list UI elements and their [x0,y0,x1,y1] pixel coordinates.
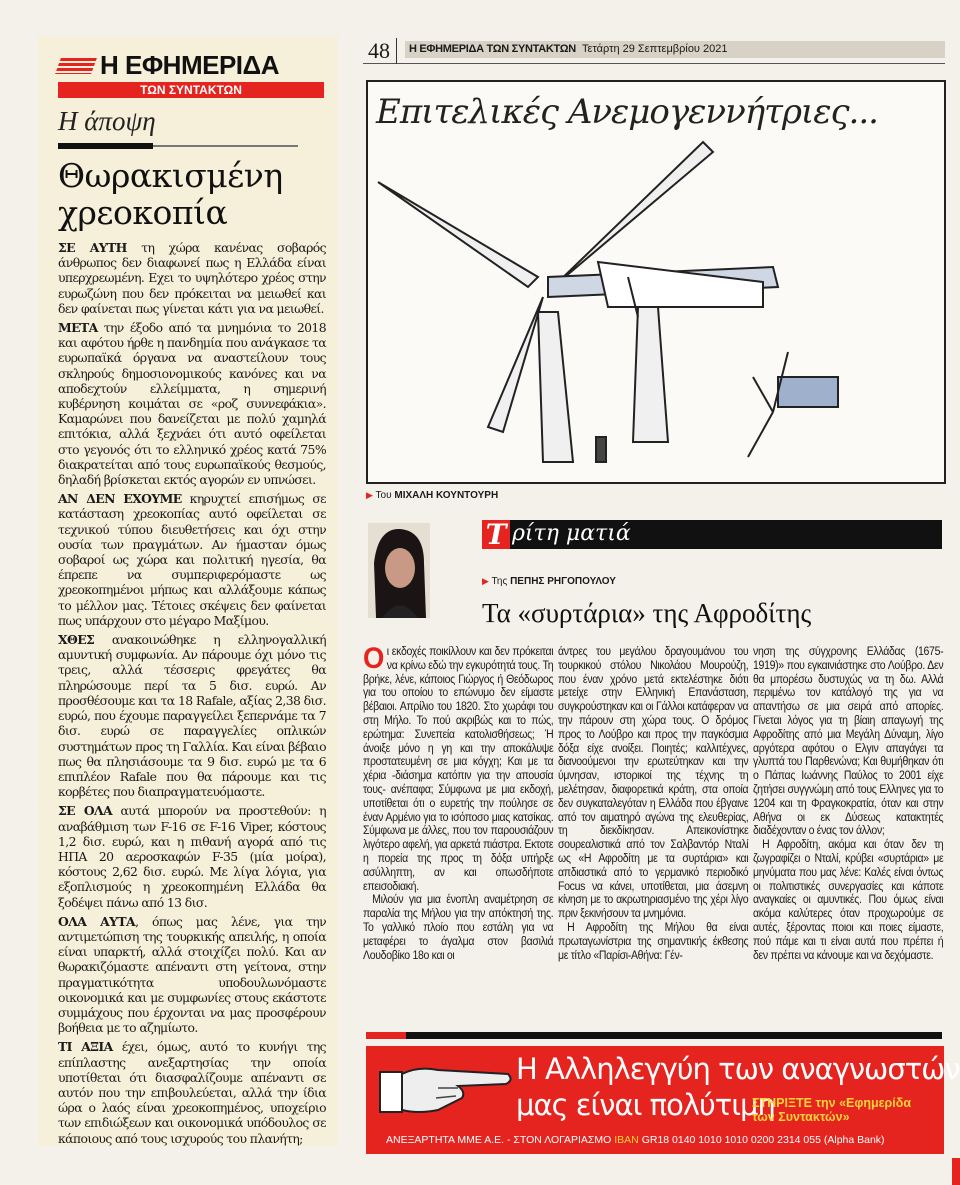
paragraph [363,642,554,894]
column-name: ρίτη ματιά [512,521,631,546]
credit-name: ΜΙΧΑΛΗ ΚΟΥΝΤΟΥΡΗ [394,490,499,501]
logo-stripes-icon [55,58,97,74]
paragraph-text: έχει, όμως, αυτό το κυνήγι της επίπλαστης ανεξαρτησίας την οποία υποτίθεται ότι διασφαλίζουμε απέναντι σε αυτόν που την επιβουλεύεται, αλλά την ίδια ώρα ο λαός είναι χρεοκοπημένος, υποχείριο των επιδιώξεων και οικονομικά υπόδουλος σε κάποιους από τους ισχυρούς του πλανήτη; [58,1039,326,1146]
paragraph [58,491,326,628]
article-title: Τα «συρτάρια» της Αφροδίτης [482,598,812,628]
paragraph: Η Αφροδίτη της Μήλου θα είναι πρωταγωνίστρια της σημαντικής έκθεσης με τίτλο «Παρίσι-Αθήνα: Γέν- [558,921,749,962]
paragraph-text: αυτά μπορούν να προστεθούν: η αναβάθμιση των F-16 σε F-16 Viper, κόστους 1,2 δισ. ευρώ, και η πιθανή αγορά από τις ΗΠΑ 20 αεροσκαφών F-35 (μία μοίρα), κόστους 2,62 δισ. ευρώ. Με λίγα λόγια, για εξοπλισμούς η χρεοκοπημένη Ελλάδα θα ξοδέψει πάνω από 13 δισ. [58,803,326,910]
section-divider [58,145,298,147]
opinion-body [58,240,326,1150]
masthead-logo [58,50,324,98]
cartoon-credit [366,490,498,501]
triangle-icon: ▶ [366,490,373,500]
paragraph-text: την έξοδο από τα μνημόνια το 2018 και αφότου ήρθε η πανδημία που ανάγκασε τα ευρωπαϊκά όργανα να αναστείλουν τους σκληρούς δημοσιονομικούς κανόνες και να αποδεχτούν ελλείμματα, η σημερινή κυβέρνηση κοιμάται σε «ροζ συννεφάκια». Καμαρώνει που δανείζεται με πολύ χαμηλά επιτόκια, αλλά ξεχνάει ότι αυτό οφείλεται στο γεγονός ότι το ελληνικό χρέος κατά 75% διακρατείται από τους ευρωπαϊκούς θεσμούς, δηλαδή βρίσκεται εκτός αγορών εν υπνώσει. [58,320,326,488]
pointing-hand-icon [378,1058,513,1120]
opinion-column [38,36,338,1146]
turbine-blade [488,297,543,432]
lead-word: ΟΛΑ ΑΥΤΑ [58,913,136,929]
paragraph: άντρες του μεγάλου δραγουμάνου του τουρκικού στόλου Νικολάου Μουρούζη, που έναν χρόνο μετά εκτελέστηκε διότι μετείχε στην Ελληνική Επανάσταση, συγκρούστηκαν και οι Γάλλοι κατάφεραν να την πάρουν στη χώρα τους. Ο δρόμος προς το Λούβρο και προς την παγκόσμια δόξα είχε ανοίξει. Ποιητές; καλλιτέχνες, διανοούμενοι την ερωτεύτηκαν και την ύμνησαν, ιστορικοί της τέχνης τη μελέτησαν, διαφορετικά κράτη, στα οποία δεν συγκαταλεγόταν η Ελλάδα που έβγαινε από τον αιματηρό αγώνα της ελευθερίας, τη διεκδίκησαν. Απεικονίστηκε σουρεαλιστικά από τον Σαλβαντόρ Νταλί ως «Η Αφροδίτη με τα συρτάρια» και απδιαστικά από το γερμανικό περιοδικό Focus να κάνει, υποτίθεται, μια άσεμνη κίνηση με το ακρωτηριασμένο της χέρι λίγο πριν ξεκινήσουν τα μνημόνια. [558,646,749,921]
paragraph-text: κηρυχτεί επισήμως σε κατάσταση χρεοκοπίας αυτό οφείλεται σε τεχνικού τύπου διευθετήσεις και όχι στην ουσία των πραγμάτων. Αν ήμασταν όμως σοβαροί ως χώρα και πολιτική ηγεσία, θα έπρεπε να συμπεριφερόμαστε ως χρεοκοπημένοι μήπως και αλλάξουμε κάπως το μέλλον μας. Τέτοιες σκέψεις δεν φαίνεται πως υπάρχουν στο μέγαρο Μαξίμου. [58,491,326,628]
turbine-tower [633,307,668,442]
paragraph-text: , όπως μας λένε, για την αντιμετώπιση της τουρκικής απειλής, η οποία είναι υπαρκτή, αλλά στοιχίζει πολύ. Και αν θωρακιζόμαστε απέναντι στη γείτονα, στην πραγματικότητα υποδουλωνόμαστε οικονομικά και με συμφωνίες στους εκάστοτε συμμάχους που έρχονται να μας προσφέρουν βοήθεια με το αζημίωτο. [58,913,327,1036]
lead-word: ΣΕ ΑΥΤΗ [58,240,127,255]
column-initial: Τ [482,520,510,549]
author-portrait [368,523,430,618]
issue-date: Τετάρτη 29 Σεπτεμβρίου 2021 [582,43,728,55]
paragraph [58,1039,326,1145]
lead-word: ΜΕΤΑ [58,320,98,336]
paragraph [58,320,326,487]
cartoon-caption: Επιτελικές Ανεμογεννήτριες... [376,92,878,132]
masthead-subtitle: ΤΩΝ ΣΥΝΤΑΚΤΩΝ [58,82,324,98]
solidarity-ad[interactable] [366,1046,960,1154]
opinion-title-line: Θωρακισμένη [58,156,283,195]
credit-prefix: Του [375,490,392,501]
article-column-1 [363,642,554,963]
page-header [363,38,945,64]
header-bar [405,41,945,58]
account-prefix: ΑΝΕΞΑΡΤΗΤΑ ΜΜΕ Α.Ε. - ΣΤΟΝ ΛΟΓΑΡΙΑΣΜΟ [386,1134,612,1146]
article-byline [482,576,616,587]
page-number: 48 [368,38,390,63]
bottom-rule [366,1032,942,1039]
wind-turbines-illustration [368,82,944,482]
paragraph-text: ανακοινώθηκε η ελληνογαλλική αμυντική συμφωνία. Αν πάρουμε όχι μόνο τις τρεις, αλλά τέσσερις φρεγάτες θα πληρώσουμε περί τα 5 δισ. ευρώ. Αν προσθέσουμε και τα 18 Rafale, αξίας 2,38 δισ. ευρώ, που έχουμε παραγγείλει ξεπερνάμε τα 7 δισ. ευρώ σε παραγγελίες οπλικών συστημάτων προς τη Γαλλία. Και είναι βέβαιο πως θα πλησιάσουμε τα 9 δισ. ευρώ με τα 6 επιπλέον Rafale που θα πάρουμε και τις κορβέτες που διαπραγματευόμαστε. [58,632,326,800]
paragraph-text: τη χώρα κανένας σοβαρός άνθρωπος δεν διαφωνεί πως η Ελλάδα είναι υπερχρεωμένη. Εχει το υψηλότερο χρέος στην ευρωζώνη που δεν πρόκειται να μειωθεί και δεν φαίνεται πως γίνεται κάτι για να μειωθεί. [58,240,326,316]
turbine-nacelle [778,377,838,407]
lead-word: ΑΝ ΔΕΝ ΕΧΟΥΜΕ [58,491,182,507]
header-divider [396,38,397,64]
turbine-tower [538,312,573,462]
byline-name: ΠΕΠΗΣ ΡΗΓΟΠΟΥΛΟΥ [510,576,616,587]
triangle-icon: ▶ [482,576,489,586]
paragraph [58,632,326,799]
article-column-2 [558,646,748,963]
column-banner [482,520,942,549]
masthead-title: Η ΕΦΗΜΕΡΙΔΑ [100,50,279,80]
drop-cap: Ο [363,642,385,675]
turbine-blade [378,182,538,287]
ad-account [386,1134,885,1146]
page-edge-marker [952,1158,960,1185]
section-label: Η άποψη [58,106,156,136]
iban-number: GR18 0140 1010 1010 0200 2314 055 [641,1134,821,1146]
byline-prefix: Της [491,576,508,587]
paragraph: Μιλούν για μια ένοπλη αναμέτρηση σε παραλία της Μήλου για την απόκτησή της. Το γαλλικό πλοίο που εστάλη για να μεταφέρει το άγαλμα στον βασιλιά Λουδοβίκο 18ο και οι [363,894,554,962]
paragraph [58,914,326,1036]
cartoon [366,80,946,484]
paragraph: Η Αφροδίτη, ακόμα και όταν δεν τη ζωγραφίζει ο Νταλί, κρύβει «συρτάρια» με μηνύματα που μας λένε: Καλές είναι όντως οι πολιτιστικές συνεργασίες και κάποτε αναγκαίες οι αμυντικές. Που όμως είναι ακόμα καλύτερες όταν προχωρούμε σε αυτές, ξέροντας ποιοι και ποιες είμαστε, πού πάμε και τι είναι αυτά που πρέπει ή δεν πρέπει να κάνουμε και να δεχόμαστε. [753,839,944,962]
article-column-3 [753,646,943,963]
paragraph [58,803,326,909]
bank-name: (Alpha Bank) [823,1134,885,1146]
lead-word: ΣΕ ΟΛΑ [58,803,113,819]
ad-headline: Η Αλληλεγγύη των αναγνωστών [516,1052,960,1086]
author-photo [368,523,430,618]
ad-subheadline: μας είναι πολύτιμη [516,1088,775,1122]
lead-word: ΧΘΕΣ [58,632,95,648]
iban-label: IBAN [614,1134,639,1146]
paragraph: νηση της σύγχρονης Ελλάδας (1675-1919)» που εγκαινιάστηκε στο Λούβρο. Δεν θα μπορέσω δυστυχώς να τη δω. Αλλά περιμένω τον κατάλογό της για να απαντήσω σε μια σειρά από απορίες. Γίνεται λόγος για τη βίαιη απαγωγή της Αφροδίτης από μια Μεγάλη Δύναμη, λίγο αργότερα αφότου ο Ελγιν απαγάγει τα γλυπτά του Παρθενώνα; Και θυμήθηκαν ότι ο Πάπας Ιωάννης Παύλος το 2001 είχε ζητήσει συγγνώμη από τους Ελληνες για το 1204 και τη Φραγκοκρατία, όταν και στην Αθήνα οι εκ Δύσεως κατακτητές διαδέχονταν ο ένας τον άλλον; [753,646,944,838]
ad-cta: ΣΤΗΡΙΞΤΕ την «Εφημερίδα των Συντακτών» [752,1096,912,1124]
paragraph-text: ι εκδοχές ποικίλλουν και δεν πρόκειται να κρίνω εδώ την εγκυρότητά τους. Τη βρήκε, λένε, κάποιος Γιώργος ή Θεόδωρος για του οποίου το επώνυμο δεν είμαστε βέβαιοι. Απρίλιο του 1820. Στο χωράφι του στη Μήλο. Το πού ακριβώς και το πώς, ερώτημα: Συνεπεία κατολισθήσεως; Ή άνοιξε μόνο η γη και την αποκάλυψε προστατευμένη σε μια κόγχη; Και με τα χέρια -διάσημα κατόπιν για την απουσία τους- ανέπαφα; Σύμφωνα με μια εκδοχή, υποτίθεται ότι ο ευρετής την πούλησε σε έναν Αρμένιο για το ισόποσο μιας κατσίκας. Σύμφωνα με άλλες, που τον παρουσιάζουν λιγότερο αφελή, για αρκετά πιάστρα. Εκτοτε η πορεία της προς τη δόξα υπήρξε ασύλληπτη, αν και οπωσδήποτε επεισοδιακή. [363,646,554,893]
opinion-title-line: χρεοκοπία [58,192,228,232]
paragraph [58,240,326,316]
opinion-title [58,158,283,232]
lead-word: ΤΙ ΑΞΙΑ [58,1039,113,1055]
paper-name: Η ΕΦΗΜΕΡΙΔΑ ΤΩΝ ΣΥΝΤΑΚΤΩΝ [409,43,576,55]
